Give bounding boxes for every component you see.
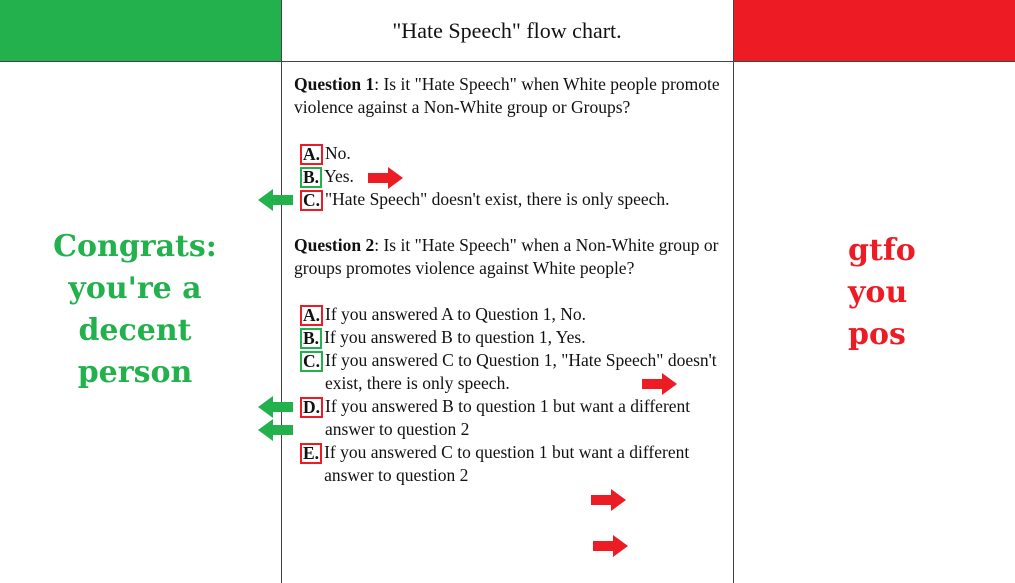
right-arrow-icon xyxy=(593,535,629,557)
answer-text: If you answered A to Question 1, No. xyxy=(325,304,587,324)
question-2-text xyxy=(294,234,726,280)
answer-text: If you answered B to question 1, Yes. xyxy=(324,327,586,347)
question-column xyxy=(294,73,726,510)
green-header-band xyxy=(0,0,281,61)
question-1-text xyxy=(294,73,726,119)
outcome-line: you're a xyxy=(68,271,202,306)
outcome-line: gtfo xyxy=(848,233,916,268)
question-2-body: : Is it "Hate Speech" when a Non-White group or groups promotes violence against White people? xyxy=(294,235,719,278)
answer-q1-b xyxy=(300,165,726,188)
answer-text: Yes. xyxy=(324,166,354,186)
right-arrow-icon xyxy=(591,489,627,511)
question-2-label: Question 2 xyxy=(294,235,375,255)
question-1-body: : Is it "Hate Speech" when White people promote violence against a Non-White group or Groups? xyxy=(294,74,720,117)
answer-letter: C. xyxy=(300,190,323,211)
answer-q2-e xyxy=(300,441,726,487)
left-column-divider xyxy=(281,0,282,583)
answer-letter: A. xyxy=(300,305,323,326)
left-arrow-icon xyxy=(258,396,294,418)
question-1-label: Question 1 xyxy=(294,74,375,94)
decent-person-outcome xyxy=(0,226,270,394)
header-divider xyxy=(0,61,1015,62)
answer-text: If you answered C to Question 1, "Hate Speech" doesn't exist, there is only speech. xyxy=(325,350,717,393)
right-column-divider xyxy=(733,0,734,583)
left-arrow-icon xyxy=(258,189,294,211)
answer-text: "Hate Speech" doesn't exist, there is only speech. xyxy=(325,189,670,209)
answer-q2-b xyxy=(300,326,726,349)
gtfo-outcome xyxy=(848,230,916,356)
page-title: "Hate Speech" flow chart. xyxy=(392,17,622,43)
answer-q2-d xyxy=(300,395,726,441)
question-1-answers xyxy=(294,142,726,211)
answer-q1-c xyxy=(300,188,726,211)
answer-letter: B. xyxy=(300,328,322,349)
outcome-line: person xyxy=(77,355,193,390)
answer-text: If you answered B to question 1 but want a different answer to question 2 xyxy=(325,396,691,439)
answer-letter: A. xyxy=(300,144,323,165)
answer-text: If you answered C to question 1 but want a different answer to question 2 xyxy=(324,442,690,485)
answer-letter: D. xyxy=(300,397,323,418)
right-arrow-icon xyxy=(368,167,404,189)
outcome-line: pos xyxy=(848,317,906,352)
answer-q1-a xyxy=(300,142,726,165)
outcome-line: Congrats: xyxy=(53,229,217,264)
right-arrow-icon xyxy=(642,373,678,395)
answer-letter: E. xyxy=(300,443,322,464)
outcome-line: decent xyxy=(78,313,192,348)
answer-letter: B. xyxy=(300,167,322,188)
answer-letter: C. xyxy=(300,351,323,372)
outcome-line: you xyxy=(848,275,908,310)
left-arrow-icon xyxy=(258,419,294,441)
answer-text: No. xyxy=(325,143,351,163)
red-header-band xyxy=(733,0,1015,61)
answer-q2-a xyxy=(300,303,726,326)
question-2-answers xyxy=(294,303,726,487)
